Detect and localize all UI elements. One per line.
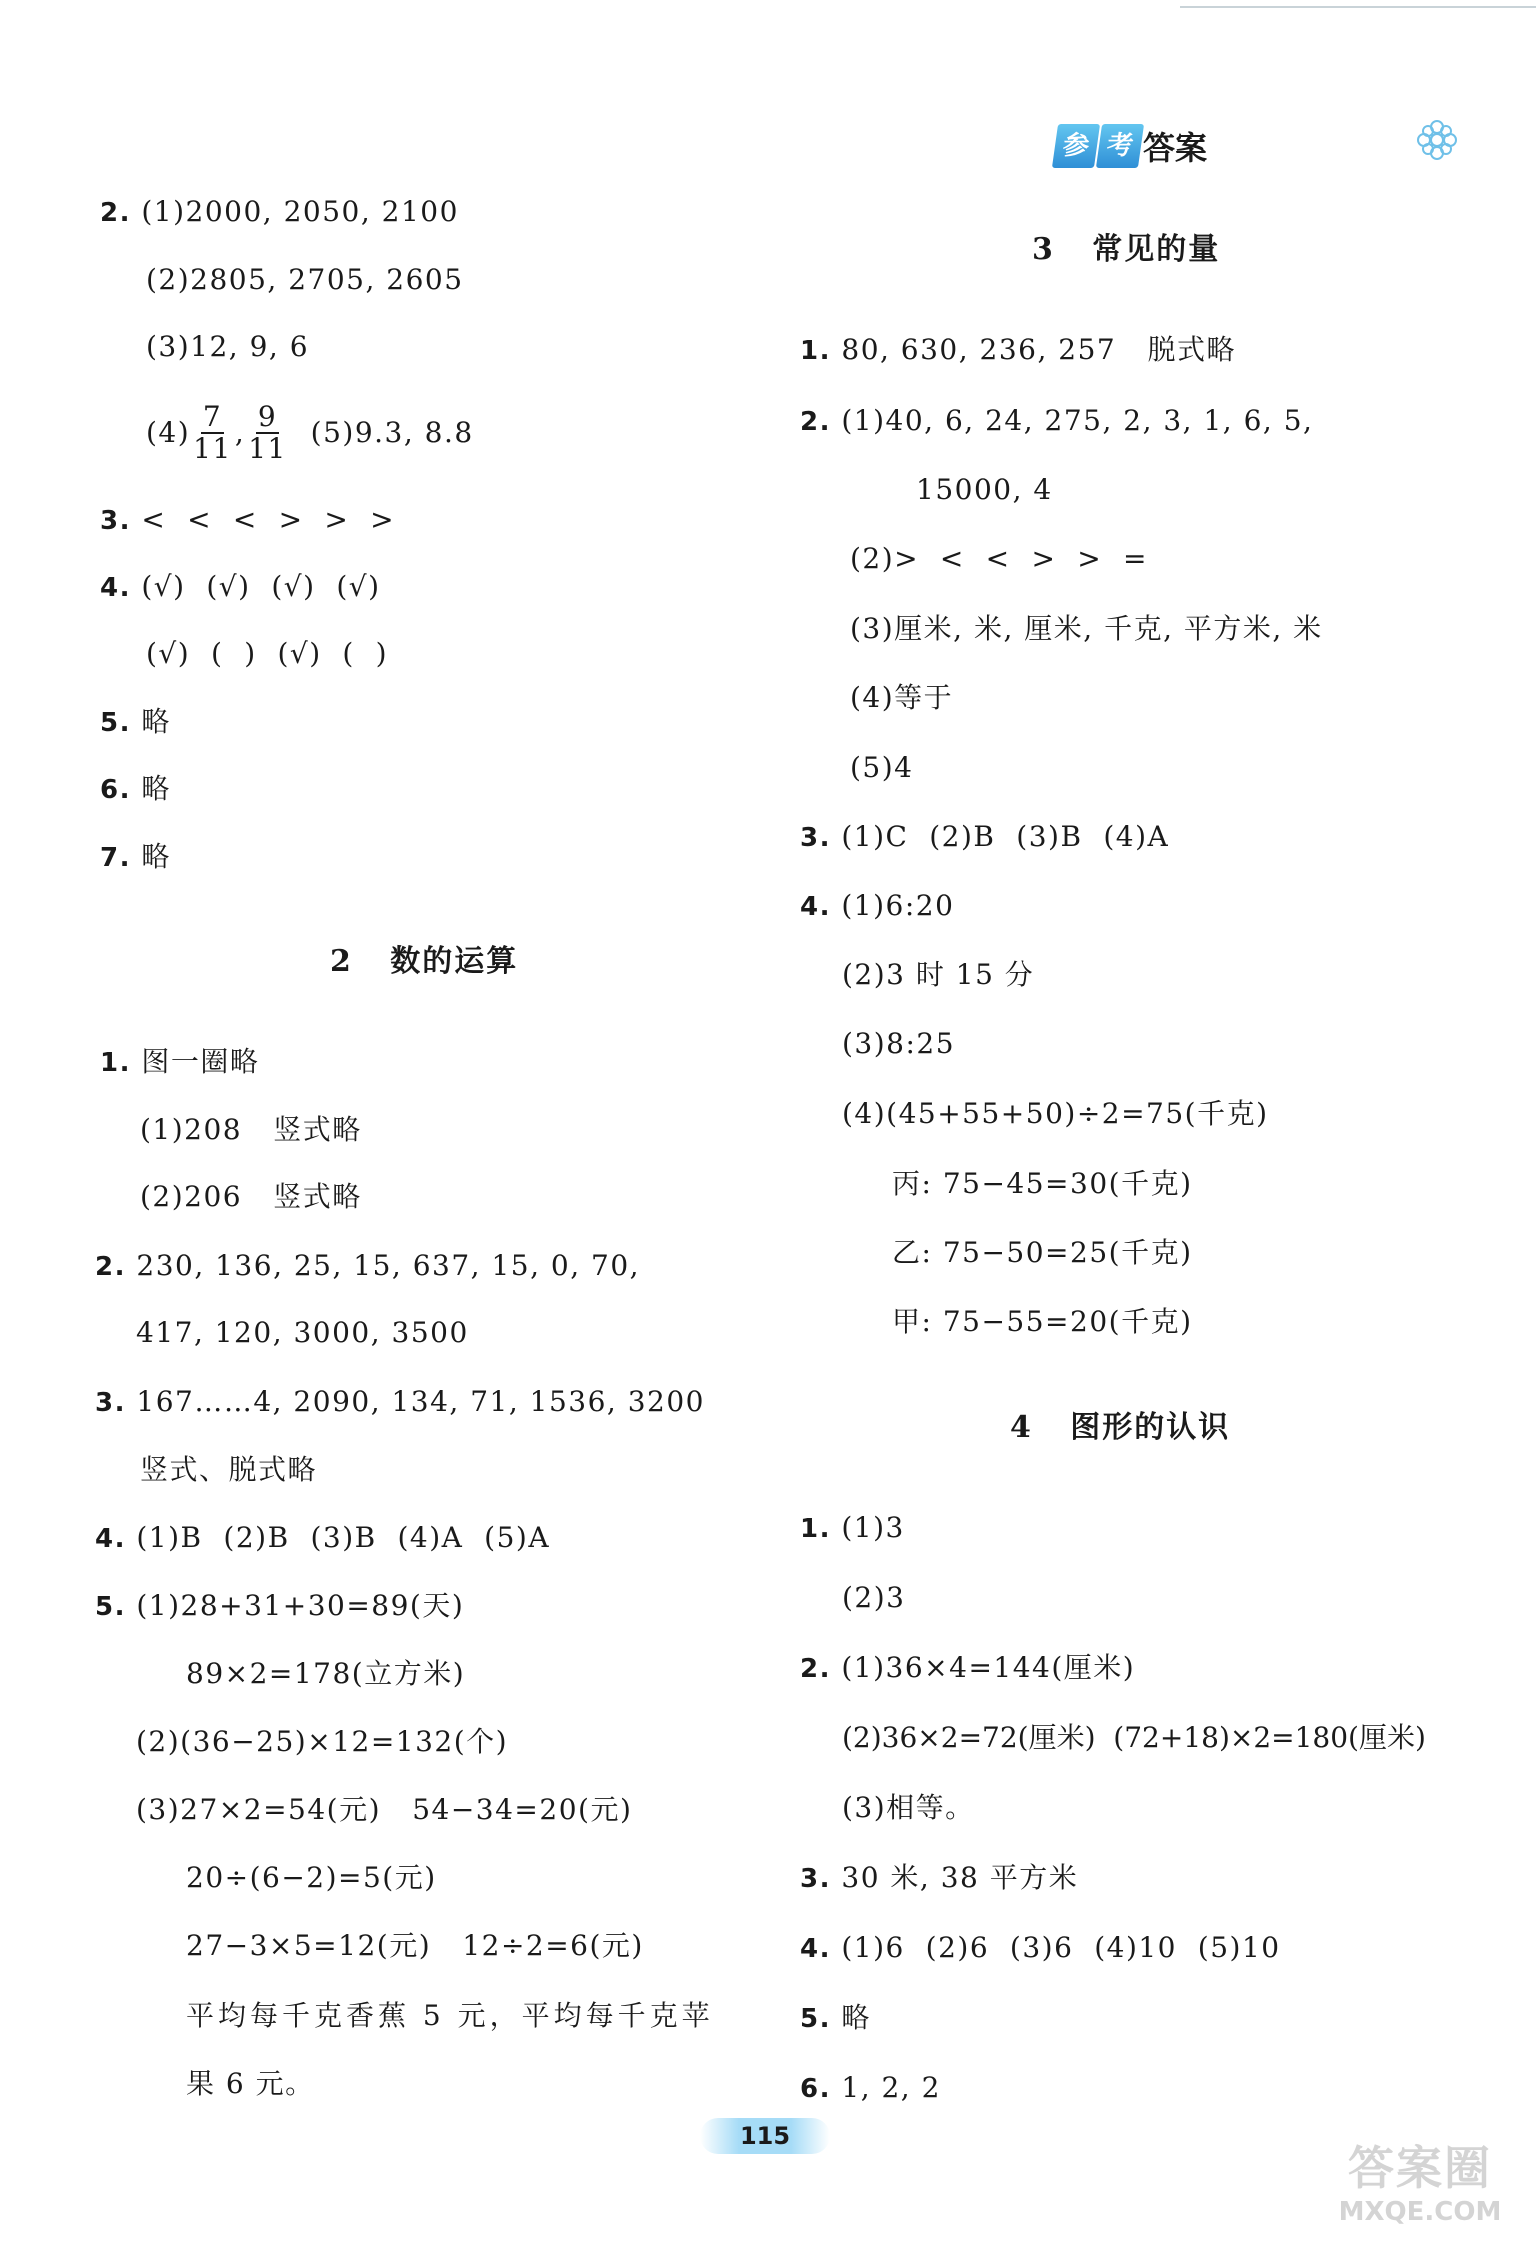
answer-line: (2)> < < > > = <box>850 542 1148 575</box>
answer-line: 15000, 4 <box>916 473 1053 506</box>
answer-line <box>800 401 1313 442</box>
answer-line <box>800 1858 1078 1899</box>
item-number: 6. <box>800 2074 831 2104</box>
watermark <box>1320 2140 1520 2240</box>
answer-line: (2)(36−25)×12=132(个) <box>136 1725 509 1758</box>
answer-text: 167……4, 2090, 134, 71, 1536, 3200 <box>136 1385 705 1418</box>
watermark-url: MXQE.COM <box>1338 2197 1502 2227</box>
answer-line: 乙: 75−50=25(千克) <box>892 1236 1193 1269</box>
flower-icon <box>1415 118 1459 162</box>
section-title: 4 图形的认识 <box>1010 1410 1231 1445</box>
answer-line: 甲: 75−55=20(千克) <box>892 1305 1193 1338</box>
answer-text: (√) (√) (√) (√) <box>141 570 381 603</box>
answer-line <box>800 886 954 927</box>
answer-text: (1)28+31+30=89(天) <box>136 1589 465 1622</box>
answer-line: (4)等于 <box>850 681 954 714</box>
answer-line: 平均每千克香蕉 5 元，平均每千克苹 <box>186 1999 714 2032</box>
answer-text: 30 米, 38 平方米 <box>841 1861 1079 1894</box>
answer-line: (2)3 时 15 分 <box>842 958 1035 991</box>
answer-line <box>800 817 1169 858</box>
answer-text: (1)36×4=144(厘米) <box>841 1651 1136 1684</box>
answer-line <box>100 769 171 810</box>
item-number: 2. <box>800 407 831 437</box>
answer-text: (1)6:20 <box>841 889 955 922</box>
answer-text: , <box>234 416 246 449</box>
item-number: 6. <box>100 775 131 805</box>
answer-line <box>800 1508 905 1549</box>
answer-line <box>800 2068 941 2109</box>
answer-line <box>800 1928 1281 1969</box>
answer-text: < < < > > > <box>141 503 396 536</box>
watermark-logo-text: 答案圈 <box>1348 2141 1492 2195</box>
item-number: 5. <box>95 1592 126 1622</box>
answer-line <box>100 500 395 541</box>
page-number: 115 <box>700 2118 830 2154</box>
section-title: 3 常见的量 <box>1032 232 1221 267</box>
fraction-numerator: 7 <box>202 400 223 433</box>
answer-line <box>800 1998 871 2039</box>
item-number: 5. <box>800 2004 831 2034</box>
answer-line: (√) ( ) (√) ( ) <box>146 637 389 670</box>
answer-line: 417, 120, 3000, 3500 <box>136 1316 469 1349</box>
item-number: 4. <box>800 892 831 922</box>
answer-line <box>100 1042 259 1083</box>
answer-line: (2)206 竖式略 <box>140 1180 362 1213</box>
header-badge-kao: 考 <box>1096 124 1144 168</box>
answer-text: 230, 136, 25, 15, 637, 15, 0, 70, <box>136 1249 641 1282</box>
answer-line: (3)8:25 <box>842 1027 956 1060</box>
header-badge-can: 参 <box>1052 124 1100 168</box>
answer-line: (2)2805, 2705, 2605 <box>146 263 464 296</box>
item-number: 3. <box>800 1864 831 1894</box>
answer-text: (1)3 <box>841 1511 905 1544</box>
answer-line: (2)36×2=72(厘米) (72+18)×2=180(厘米) <box>842 1721 1426 1754</box>
answer-line <box>95 1246 640 1287</box>
item-number: 2. <box>95 1252 126 1282</box>
top-rule <box>1180 6 1536 8</box>
answer-text: (4) <box>146 416 191 449</box>
answer-line: (3)厘米, 米, 厘米, 千克, 平方米, 米 <box>850 612 1323 645</box>
header-title: 答案 <box>1143 129 1208 167</box>
answer-line <box>800 330 1236 371</box>
answer-line <box>800 1648 1135 1689</box>
answer-line <box>95 1382 705 1423</box>
answer-header <box>1045 118 1465 188</box>
answer-line <box>95 1586 464 1627</box>
answer-text: (1)B (2)B (3)B (4)A (5)A <box>136 1521 551 1554</box>
item-number: 1. <box>800 336 831 366</box>
answer-line: (3)27×2=54(元) 54−34=20(元) <box>136 1793 633 1826</box>
answer-line: 竖式、脱式略 <box>140 1453 318 1486</box>
fraction-answer-line <box>146 398 474 468</box>
item-number: 1. <box>100 1048 131 1078</box>
fraction <box>193 402 232 464</box>
answer-line: 27−3×5=12(元) 12÷2=6(元) <box>186 1929 644 1962</box>
answer-text: 1, 2, 2 <box>841 2071 941 2104</box>
answer-text: (1)40, 6, 24, 275, 2, 3, 1, 6, 5, <box>841 404 1314 437</box>
item-number: 4. <box>100 573 131 603</box>
item-number: 2. <box>800 1654 831 1684</box>
answer-line: (5)4 <box>850 751 914 784</box>
answer-text: 略 <box>141 705 171 738</box>
answer-line <box>100 567 381 608</box>
answer-line: 20÷(6−2)=5(元) <box>186 1861 437 1894</box>
fraction-denominator: 11 <box>193 432 232 465</box>
section-title: 2 数的运算 <box>330 944 519 979</box>
answer-text: 80, 630, 236, 257 脱式略 <box>841 333 1236 366</box>
item-number: 4. <box>800 1934 831 1964</box>
answer-line: (2)3 <box>842 1581 906 1614</box>
fraction-numerator: 9 <box>257 400 278 433</box>
answer-line <box>100 702 171 743</box>
answer-text: 略 <box>141 772 171 805</box>
item-number: 4. <box>95 1524 126 1554</box>
item-number: 5. <box>100 708 131 738</box>
answer-line <box>100 837 171 878</box>
answer-text: 略 <box>841 2001 871 2034</box>
item-number: 3. <box>100 506 131 536</box>
answer-text: (1)C (2)B (3)B (4)A <box>841 820 1170 853</box>
fraction-denominator: 11 <box>248 432 287 465</box>
answer-line: 89×2=178(立方米) <box>186 1657 466 1690</box>
fraction <box>248 402 287 464</box>
item-number: 1. <box>800 1514 831 1544</box>
item-number: 3. <box>95 1388 126 1418</box>
item-number: 2. <box>100 198 131 228</box>
answer-text: (1)6 (2)6 (3)6 (4)10 (5)10 <box>841 1931 1281 1964</box>
answer-line: (4)(45+55+50)÷2=75(千克) <box>842 1097 1269 1130</box>
answer-text: 略 <box>141 840 171 873</box>
answer-line: 丙: 75−45=30(千克) <box>892 1167 1193 1200</box>
answer-line <box>100 192 459 233</box>
answer-line: (3)相等。 <box>842 1791 975 1824</box>
answer-text: (5)9.3, 8.8 <box>289 416 474 449</box>
answer-line <box>95 1518 550 1559</box>
answer-text: 图一圈略 <box>141 1045 260 1078</box>
answer-line: (1)208 竖式略 <box>140 1113 362 1146</box>
answer-line: 果 6 元。 <box>186 2067 315 2100</box>
item-number: 7. <box>100 843 131 873</box>
item-number: 3. <box>800 823 831 853</box>
answer-text: (1)2000, 2050, 2100 <box>141 195 459 228</box>
answer-line: (3)12, 9, 6 <box>146 330 310 363</box>
